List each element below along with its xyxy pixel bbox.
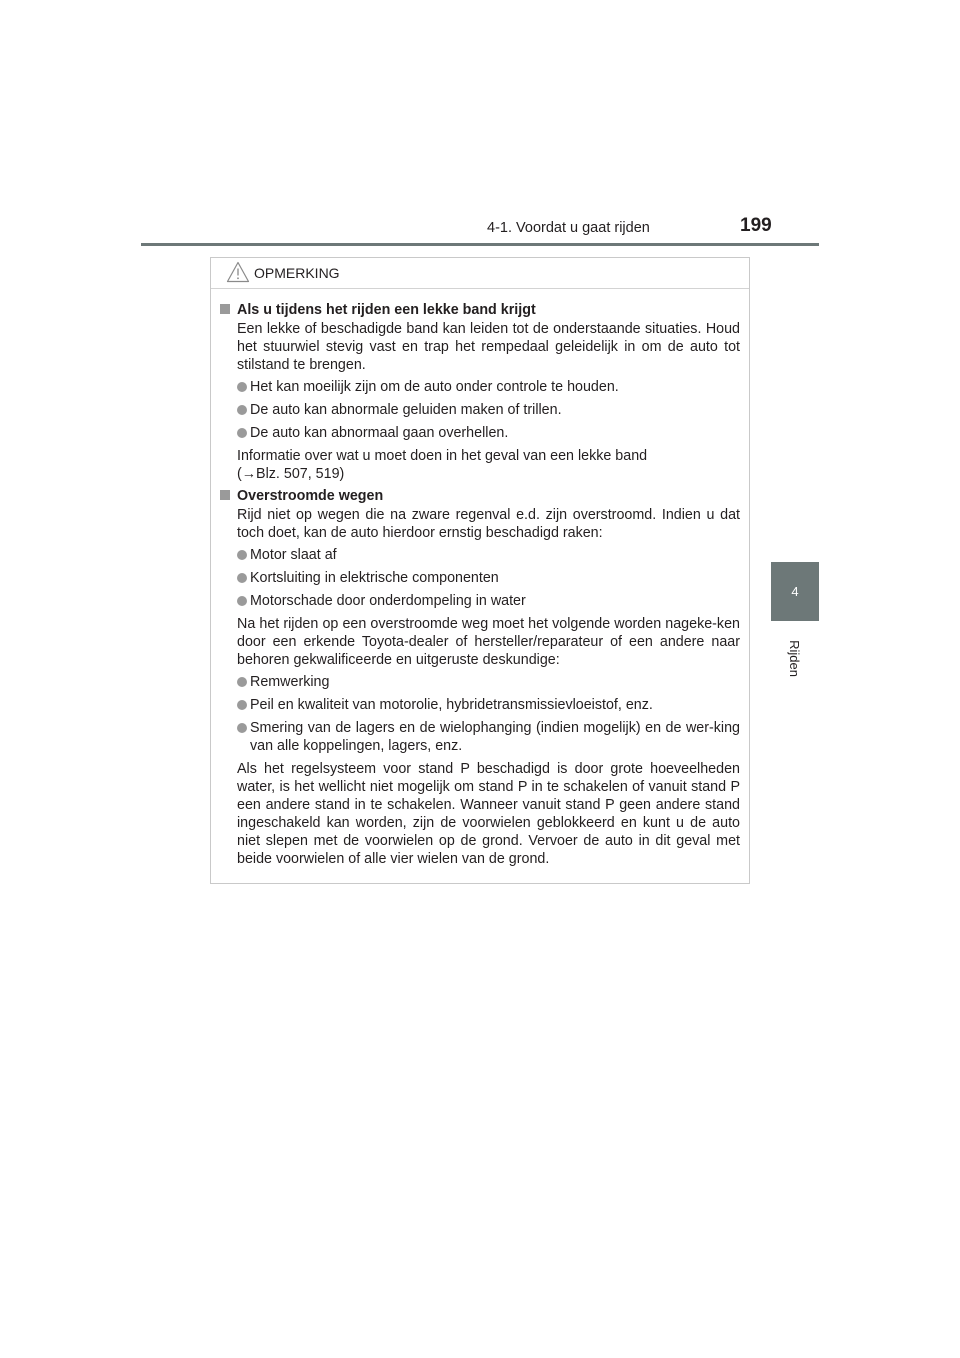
running-header-section: 4-1. Voordat u gaat rijden (487, 220, 650, 236)
notice-title: OPMERKING (254, 265, 340, 281)
notice-box (210, 257, 750, 884)
chapter-label-container (769, 628, 819, 688)
page-number: 199 (740, 215, 772, 236)
list-item: De auto kan abnormaal gaan overhellen. (219, 424, 740, 442)
notice-header (211, 258, 749, 289)
round-bullet-icon (237, 428, 247, 438)
list-item: Het kan moeilijk zijn om de auto onder controle te houden. (219, 378, 740, 396)
square-bullet-icon (220, 304, 230, 314)
list-item: Motorschade door onderdompeling in water (219, 592, 740, 610)
list-item: Kortsluiting in elektrische componenten (219, 569, 740, 587)
round-bullet-icon (237, 550, 247, 560)
section-heading-flooded-roads: Overstroomde wegen (219, 487, 740, 505)
notice-body (211, 289, 749, 868)
list-item: Smering van de lagers en de wielophanging (indien mogelijk) en de wer-king van alle koppelingen, lagers, enz. (219, 719, 740, 755)
paragraph: Als het regelsysteem voor stand P beschadigd is door grote hoeveelheden water, is het wellicht niet mogelijk om stand P in te schakelen of vanuit stand P een andere stand in te schakelen. Wanneer vanuit stand P geen andere stand ingeschakeld kan worden, zijn de voorwielen geblokkeerd en kunt u de auto niet slepen met de voorwielen op de grond. Vervoer de auto in dit geval met beide voorwielen of alle vier wielen van de grond. (237, 761, 740, 867)
paragraph: Informatie over wat u moet doen in het geval van een lekke band (→Blz. 507, 519) (219, 447, 740, 483)
round-bullet-icon (237, 723, 247, 733)
round-bullet-icon (237, 405, 247, 415)
paragraph: Rijd niet op wegen die na zware regenval e.d. zijn overstroomd. Indien u dat toch doet, kan de auto hierdoor ernstig beschadigd raken: (237, 507, 740, 541)
header-rule (141, 243, 819, 246)
warning-triangle-icon (226, 261, 250, 283)
list-item: Motor slaat af (219, 546, 740, 564)
paragraph: Na het rijden op een overstroomde weg moet het volgende worden nageke-ken door een erkende Toyota-dealer of hersteller/reparateur of een andere naar behoren gekwalificeerde en uitgeruste deskundige: (237, 616, 740, 668)
square-bullet-icon (220, 490, 230, 500)
list-item: Remwerking (219, 673, 740, 691)
chapter-number: 4 (791, 584, 799, 599)
round-bullet-icon (237, 382, 247, 392)
page-reference: (→Blz. 507, 519) (237, 466, 345, 482)
round-bullet-icon (237, 573, 247, 583)
round-bullet-icon (237, 700, 247, 710)
chapter-tab (771, 562, 819, 621)
list-item: Peil en kwaliteit van motorolie, hybridetransmissievloeistof, enz. (219, 696, 740, 714)
round-bullet-icon (237, 677, 247, 687)
section-heading-flat-tire: Als u tijdens het rijden een lekke band krijgt (219, 301, 740, 319)
paragraph: Een lekke of beschadigde band kan leiden tot de onderstaande situaties. Houd het stuurwiel stevig vast en trap het rempedaal geleidelijk in om de auto tot stilstand te brengen. (237, 321, 740, 373)
round-bullet-icon (237, 596, 247, 606)
list-item: De auto kan abnormale geluiden maken of trillen. (219, 401, 740, 419)
chapter-label: Rijden (786, 639, 802, 677)
